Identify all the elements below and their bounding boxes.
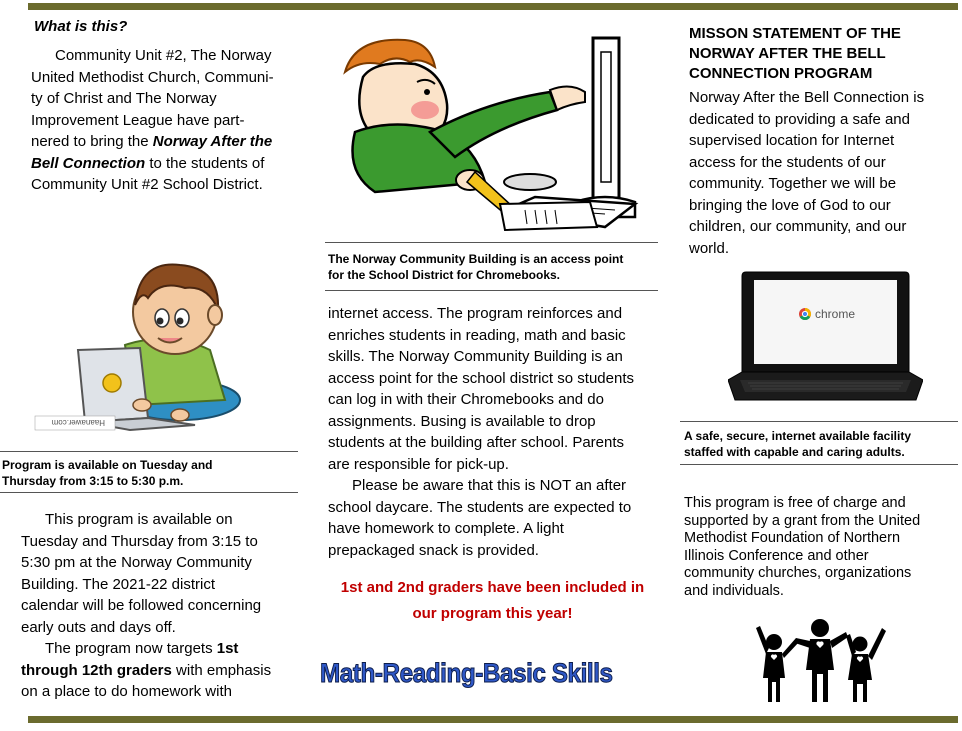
intro-line: Community Unit #2 School District. xyxy=(31,176,263,193)
bottom-border-bar xyxy=(28,716,958,723)
schedule-paragraph: This program is available on Tuesday and Thursday from 3:15 to 5:30 pm at the Norway Community Building. The 2021-22 district calendar will be followed concerning early outs and days off. The program now targets 1st through 12th graders with emphasis on a place to do homework with xyxy=(21,511,272,700)
safe-facility-caption: A safe, secure, internet available facility staffed with capable and caring adults. xyxy=(684,429,911,459)
funding-paragraph: This program is free of charge and supported by a grant from the United Methodist Foundation of Northern Illinois Conference and other community churches, organizations and individuals. xyxy=(684,495,921,599)
intro-line: United Methodist Church, Communi- xyxy=(31,68,274,86)
intro-line: Bell Connection to the students of xyxy=(31,154,265,172)
program-name-emphasis: Norway After the xyxy=(152,133,273,150)
program-name-emphasis: Bell Connection xyxy=(31,154,146,172)
boy-at-computer-illustration xyxy=(335,32,655,232)
intro-line: ty of Christ and The Norway xyxy=(31,90,217,107)
caption-rule-top xyxy=(0,451,298,452)
children-silhouettes-illustration xyxy=(752,608,892,704)
grade-inclusion-notice: 1st and 2nd graders have been included in our program this year! xyxy=(340,579,645,622)
schedule-caption: Program is available on Tuesday and Thursday from 3:15 to 5:30 p.m. xyxy=(2,458,213,488)
intro-paragraph xyxy=(31,45,301,196)
intro-line: Improvement League have part- xyxy=(31,111,245,129)
program-details-paragraph: internet access. The program reinforces and enriches students in reading, math and basic skills. The Norway Community Building is an access point for the school district so students can log in with their Chromebooks and do assignments. Busing is available to drop students at the building after school. Parents are responsible for pick-up. Please be aware that this is NOT an after school daycare. The students are expected to have homework to complete. A light prepackaged snack is provided. xyxy=(328,305,634,559)
right-caption-rule-bottom xyxy=(680,464,958,465)
intro-line: Community Unit #2, The Norway xyxy=(55,47,272,64)
center-caption-rule-top xyxy=(325,242,658,243)
chrome-brand-label: chrome xyxy=(815,307,856,321)
mission-statement-text: Norway After the Bell Connection is dedicated to providing a safe and supervised location for Internet access for the students of our community. Together we will be bringing the love of God to our children, our community, and our world. xyxy=(689,89,925,257)
right-caption-rule-top xyxy=(680,421,958,422)
center-caption-rule-bottom xyxy=(325,290,658,291)
top-border-bar xyxy=(28,3,958,10)
what-is-this-heading: What is this? xyxy=(34,18,128,35)
intro-line: nered to bring the Norway After the xyxy=(31,133,273,150)
mission-statement-title: MISSON STATEMENT OF THE NORWAY AFTER THE BELL CONNECTION PROGRAM xyxy=(689,25,901,82)
math-reading-banner: Math-Reading-Basic Skills xyxy=(320,658,613,688)
boy-with-laptop-illustration xyxy=(30,250,245,435)
illustration-watermark: Haanawer.com xyxy=(51,418,105,427)
caption-rule-bottom xyxy=(0,492,298,493)
chromebook-laptop-illustration xyxy=(728,268,923,406)
chromebook-access-caption: The Norway Community Building is an access point for the School District for Chromebooks. xyxy=(328,252,624,282)
